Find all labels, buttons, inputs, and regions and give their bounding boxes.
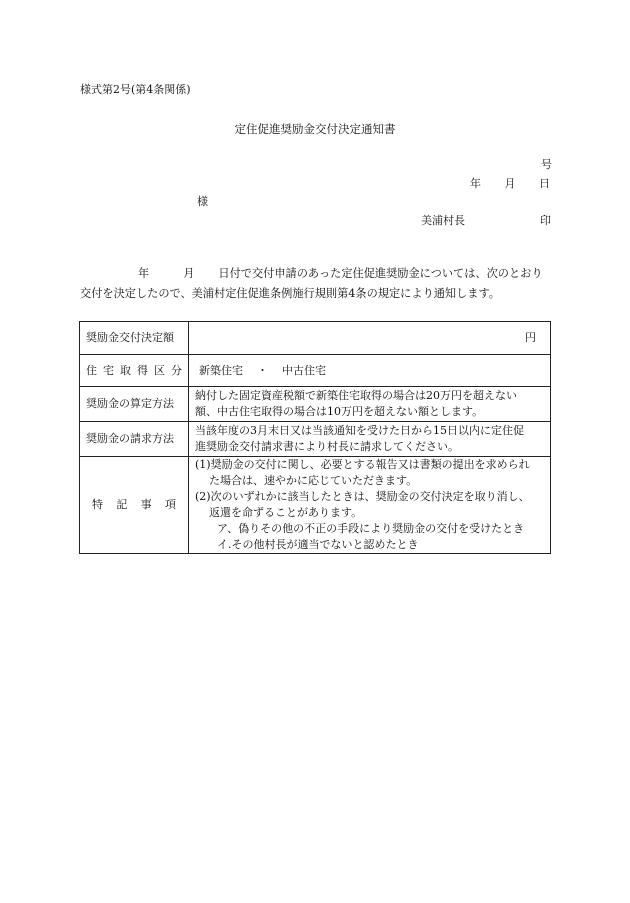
housing-label-char: 宅 [103, 363, 114, 377]
table-row-housing [80, 355, 551, 387]
table-row-calc [80, 387, 551, 422]
intro-line-2: 交付を決定したので、美浦村定住促進条例施行規則第4条の規定により通知します。 [80, 287, 500, 300]
option-separator: ・ [257, 363, 268, 377]
special-line: イ.その他村長が適当でないと認めたとき [217, 538, 419, 551]
intro-paragraph [80, 264, 550, 304]
form-number: 様式第2号(第4条関係) [80, 83, 191, 96]
intro-line-1 [80, 264, 550, 284]
calc-line: 納付した固定資産税額で新築住宅取得の場合は20万円を超えない [195, 389, 517, 402]
special-line: た場合は、速やかに応じていただきます。 [209, 474, 418, 487]
special-line: (1)奨励金の交付に関し、必要とする報告又は書類の提出を求められ [195, 458, 530, 471]
date-year: 年 [470, 177, 481, 190]
issuer-seal: 印 [540, 214, 551, 227]
special-label-char: 項 [164, 498, 176, 511]
housing-label-char: 区 [154, 363, 165, 377]
special-line: ア、偽りその他の不正の手段により奨励金の交付を受けたとき [217, 522, 525, 535]
option-used-house: 中古住宅 [282, 363, 326, 377]
special-line: (2)次のいずれかに該当したときは、奨励金の交付決定を取り消し、 [195, 490, 530, 503]
housing-label-char: 住 [86, 363, 97, 377]
special-label [80, 457, 189, 554]
intro-year: 年 [138, 267, 150, 280]
intro-day-text: 日付で交付申請のあった定住促進奨励金については、次のとおり [218, 267, 543, 280]
housing-options [189, 355, 551, 387]
special-label-char: 記 [116, 498, 128, 511]
special-label-char: 事 [140, 498, 152, 511]
table-row-special [80, 457, 551, 554]
special-line: 返還を命ずることがあります。 [209, 506, 363, 519]
date-month: 月 [504, 177, 516, 190]
housing-label [80, 355, 189, 387]
special-notes [189, 457, 551, 554]
table-row-claim [80, 422, 551, 457]
housing-label-char: 分 [171, 363, 182, 377]
notice-table [79, 321, 551, 554]
issue-date [470, 175, 550, 191]
claim-text [189, 422, 551, 457]
calc-text [189, 387, 551, 422]
calc-label: 奨励金の算定方法 [80, 387, 189, 422]
amount-unit: 円 [525, 331, 536, 344]
amount-label: 奨励金交付決定額 [80, 322, 189, 355]
amount-value [189, 322, 551, 355]
claim-label: 奨励金の請求方法 [80, 422, 189, 457]
table-row-amount [80, 322, 551, 355]
document-number-label: 号 [541, 158, 552, 171]
date-day: 日 [539, 177, 550, 190]
special-label-char: 特 [92, 498, 103, 511]
housing-label-char: 取 [120, 363, 131, 377]
housing-label-char: 得 [137, 363, 148, 377]
claim-line: 進奨励金交付請求書により村長に請求してください。 [195, 440, 459, 453]
issuer [421, 212, 551, 228]
document-title: 定住促進奨励金交付決定通知書 [234, 122, 396, 136]
intro-month: 月 [183, 267, 195, 280]
claim-line: 当該年度の3月末日又は当該通知を受けた日から15日以内に定住促 [195, 424, 524, 437]
option-new-house: 新築住宅 [199, 363, 243, 377]
calc-line: 額、中古住宅取得の場合は10万円を超えない額とします。 [195, 405, 484, 418]
issuer-name: 美浦村長 [421, 214, 465, 227]
recipient-suffix: 様 [197, 195, 208, 208]
